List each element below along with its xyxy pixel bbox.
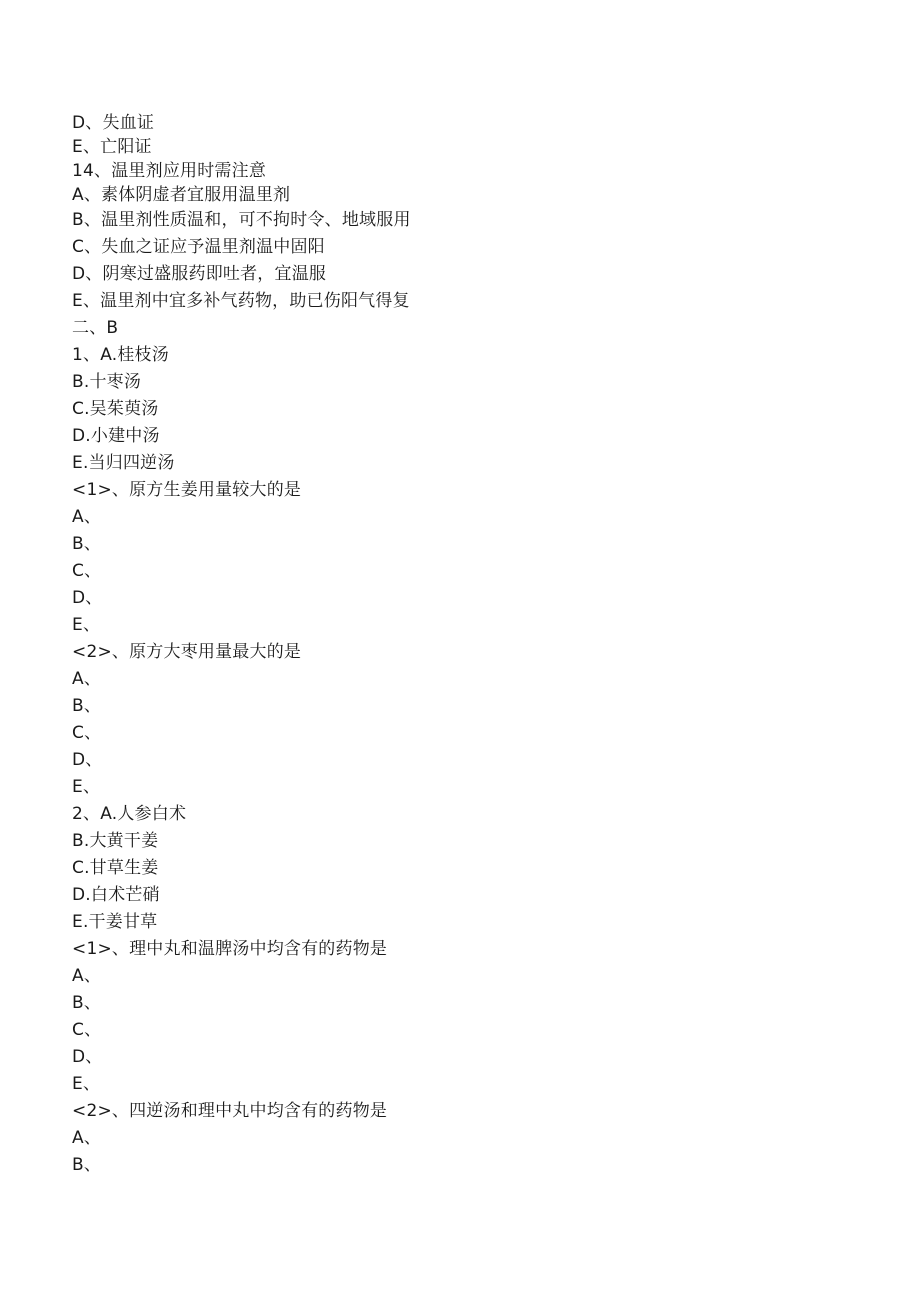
text-line: C、 — [72, 723, 102, 743]
text-line: B、 — [72, 1155, 102, 1175]
text-line: B.大黄干姜 — [72, 831, 159, 851]
text-line: D、阴寒过盛服药即吐者，宜温服 — [72, 264, 327, 284]
text-line: 1、A.桂枝汤 — [72, 345, 169, 365]
text-line: E、 — [72, 615, 101, 635]
text-line: 14、温里剂应用时需注意 — [72, 161, 267, 181]
text-line: A、 — [72, 669, 102, 689]
text-line: B、温里剂性质温和，可不拘时令、地域服用 — [72, 210, 411, 230]
text-line: D、 — [72, 588, 103, 608]
text-line: E.当归四逆汤 — [72, 453, 175, 473]
text-line: D、 — [72, 750, 103, 770]
text-line: 2、A.人参白术 — [72, 804, 187, 824]
text-line: <2>、四逆汤和理中丸中均含有的药物是 — [72, 1101, 388, 1121]
text-line: A、 — [72, 966, 102, 986]
question-text-block — [72, 111, 872, 1179]
text-line: D、失血证 — [72, 113, 155, 133]
text-line: E、亡阳证 — [72, 137, 152, 157]
text-line: C、 — [72, 561, 102, 581]
text-line: B、 — [72, 534, 102, 554]
text-line: <1>、理中丸和温脾汤中均含有的药物是 — [72, 939, 388, 959]
text-line: E、温里剂中宜多补气药物，助已伤阳气得复 — [72, 291, 410, 311]
text-line: C.吴茱萸汤 — [72, 399, 159, 419]
text-line: E、 — [72, 777, 101, 797]
text-line: A、 — [72, 1128, 102, 1148]
section-heading: 二、B — [72, 318, 119, 338]
text-line: D.白术芒硝 — [72, 885, 160, 905]
text-line: C.甘草生姜 — [72, 858, 159, 878]
text-line: <2>、原方大枣用量最大的是 — [72, 642, 302, 662]
text-line: C、失血之证应予温里剂温中固阳 — [72, 237, 325, 257]
text-line: D、 — [72, 1047, 103, 1067]
text-line: C、 — [72, 1020, 102, 1040]
text-line: A、素体阴虚者宜服用温里剂 — [72, 185, 291, 205]
text-line: D.小建中汤 — [72, 426, 160, 446]
text-line: B、 — [72, 696, 102, 716]
text-line: E.干姜甘草 — [72, 912, 158, 932]
text-line: <1>、原方生姜用量较大的是 — [72, 480, 302, 500]
text-line: B.十枣汤 — [72, 372, 142, 392]
text-line: A、 — [72, 507, 102, 527]
text-line: E、 — [72, 1074, 101, 1094]
text-line: B、 — [72, 993, 102, 1013]
